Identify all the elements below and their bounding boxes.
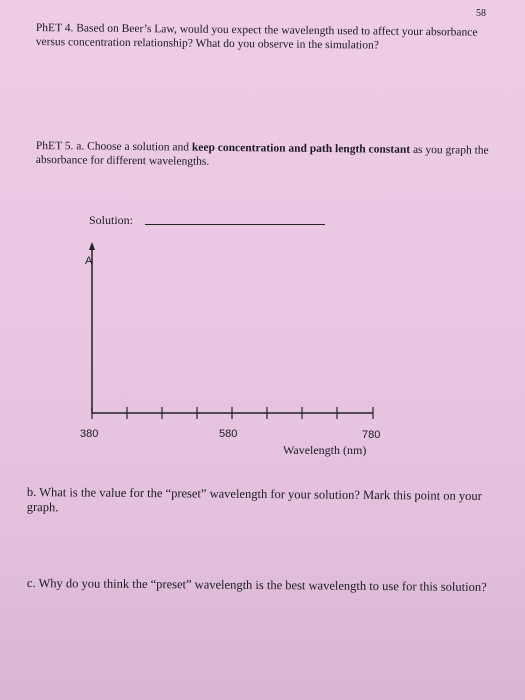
y-axis-label: A [85,255,93,267]
question-5a-suffix: as you graph the absorbance for different wavelengths. [35,143,489,168]
question-5b: b. What is the value for the “preset” wavelength for your solution? Mark this point on your graph. [26,485,482,515]
tick-label-380: 380 [80,428,99,440]
question-5a [36,139,491,172]
tick-label-780: 780 [362,429,381,441]
question-5c: c. Why do you think the “preset” wavelength is the best wavelength to use for this solution? [26,576,487,595]
solution-label: Solution: [89,213,134,227]
tick-label-580: 580 [219,428,238,440]
solution-answer-line[interactable] [145,224,325,225]
question-5a-bold: keep concentration and path length constant [191,141,411,156]
absorbance-graph[interactable] [80,240,390,430]
y-axis-arrow [89,242,95,250]
x-axis-label: Wavelength (nm) [283,443,367,457]
question-5a-prefix: PhET 5. a. Choose a solution and [35,139,192,154]
question-4: PhET 4. Based on Beer’s Law, would you expect the wavelength used to affect your absorbance versus concentration relationship? What do you observe in the simulation? [35,21,478,52]
page-number: 58 [476,8,486,19]
